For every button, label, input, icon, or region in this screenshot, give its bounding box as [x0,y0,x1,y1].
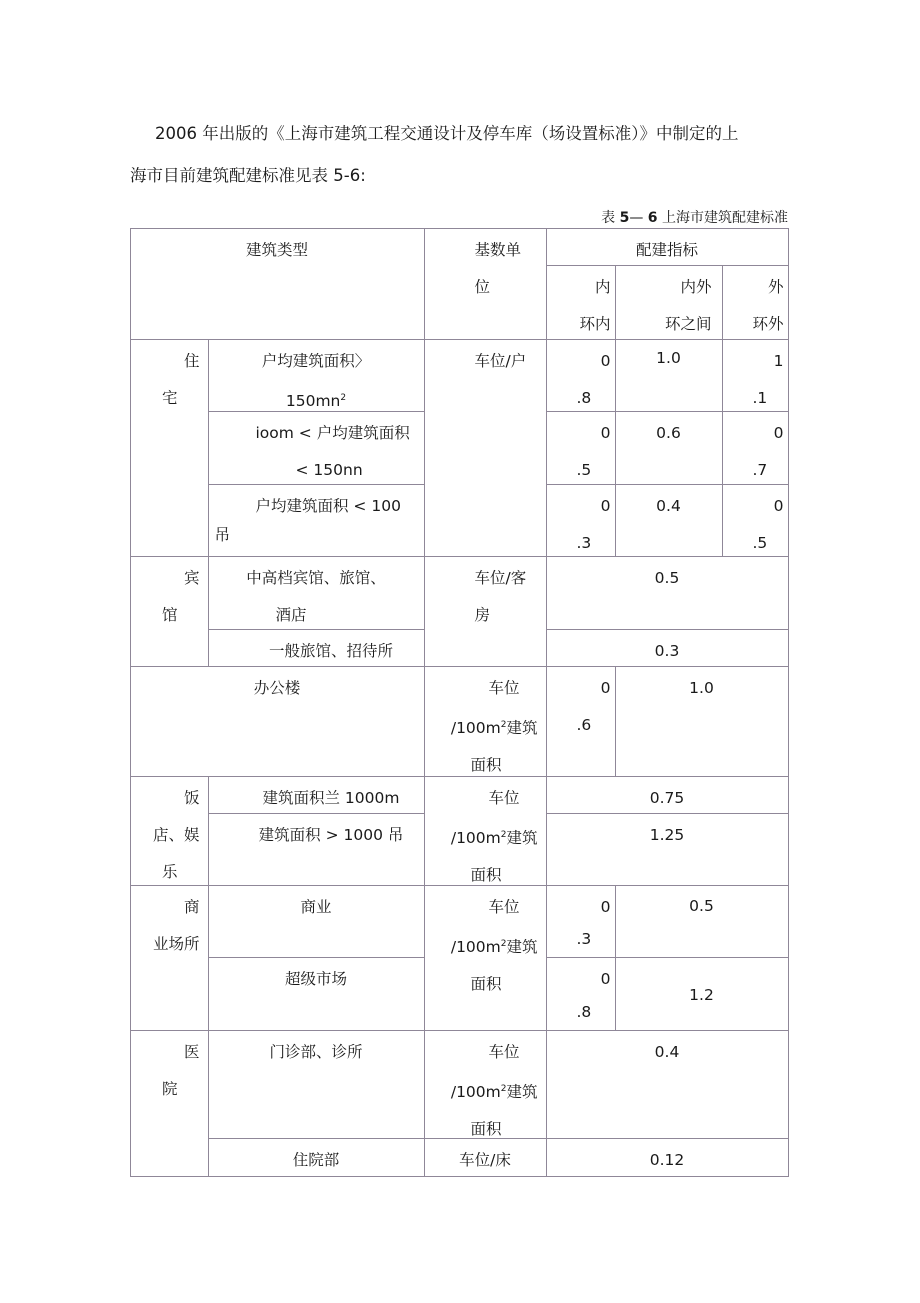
category-office: 办公楼 [130,666,425,777]
header-type: 建筑类型 [130,228,425,340]
hospital-sub-1: 门诊部、诊所 [208,1030,425,1139]
office-rest: 1.0 [615,666,789,777]
residential-2-outer: 0 .7 [722,411,789,485]
header-inner-ring: 内 环内 [546,265,616,340]
office-inner: 0 .6 [546,666,616,777]
residential-3-outer: 0 .5 [722,484,789,557]
table-caption: 表 5— 6 上海市建筑配建标准 [601,210,788,226]
commercial-sub-1: 商业 [208,885,425,958]
hospital-sub-2: 住院部 [208,1138,425,1177]
header-unit: 基数单 位 [424,228,547,340]
category-commercial: 商 业场所 [130,885,209,1031]
restaurant-sub-2: 建筑面积 > 1000 吊 [208,813,425,886]
commercial-2-inner: 0 .8 [546,957,616,1031]
hotel-1-value: 0.5 [546,556,789,630]
residential-2-inner: 0 .5 [546,411,616,485]
commercial-2-rest: 1.2 [615,957,789,1031]
restaurant-1-value: 0.75 [546,776,789,814]
header-index: 配建指标 [546,228,789,266]
residential-3-between: 0.4 [615,484,723,557]
residential-1-inner: 0 .8 [546,339,616,412]
hospital-sub-2-unit: 车位/床 [424,1138,547,1177]
residential-unit: 车位/户 [424,339,547,557]
office-unit: 车位 $/100m^2$建筑 面积 [424,666,547,777]
residential-1-outer: 1 .1 [722,339,789,412]
commercial-1-inner: 0 .3 [546,885,616,958]
residential-2-between: 0.6 [615,411,723,485]
category-hotel: 宾 馆 [130,556,209,667]
category-residential: 住 宅 [130,339,209,557]
hospital-1-value: 0.4 [546,1030,789,1139]
hospital-2-value: 0.12 [546,1138,789,1177]
intro-line-1: 2006 年出版的《上海市建筑工程交通设计及停车库（场设置标准）》中制定的上 [155,124,739,143]
commercial-1-rest: 0.5 [615,885,789,958]
hotel-unit: 车位/客 房 [424,556,547,667]
restaurant-2-value: 1.25 [546,813,789,886]
restaurant-unit: 车位 $/100m^2$建筑 面积 [424,776,547,886]
category-restaurant: 饭 店、娱 乐 [130,776,209,886]
residential-sub-1: 户均建筑面积〉 $150mn^2$ [208,339,425,412]
hotel-sub-1: 中高档宾馆、旅馆、 酒店 [208,556,425,630]
header-outer-ring: 外 环外 [722,265,789,340]
intro-line-2: 海市目前建筑配建标准见表 5-6: [130,166,366,185]
residential-1-between: 1.0 [615,339,723,412]
residential-sub-3: 户均建筑面积 < 100 吊 [208,484,425,557]
restaurant-sub-1: 建筑面积兰 1000m [208,776,425,814]
residential-3-inner: 0 .3 [546,484,616,557]
commercial-sub-2: 超级市场 [208,957,425,1031]
hotel-2-value: 0.3 [546,629,789,667]
hospital-unit: 车位 $/100m^2$建筑 面积 [424,1030,547,1139]
commercial-unit: 车位 $/100m^2$建筑 面积 [424,885,547,1031]
residential-sub-2: ioom < 户均建筑面积 < 150nn [208,411,425,485]
header-between-rings: 内外 环之间 [615,265,723,340]
hotel-sub-2: 一般旅馆、招待所 [208,629,425,667]
category-hospital: 医 院 [130,1030,209,1177]
